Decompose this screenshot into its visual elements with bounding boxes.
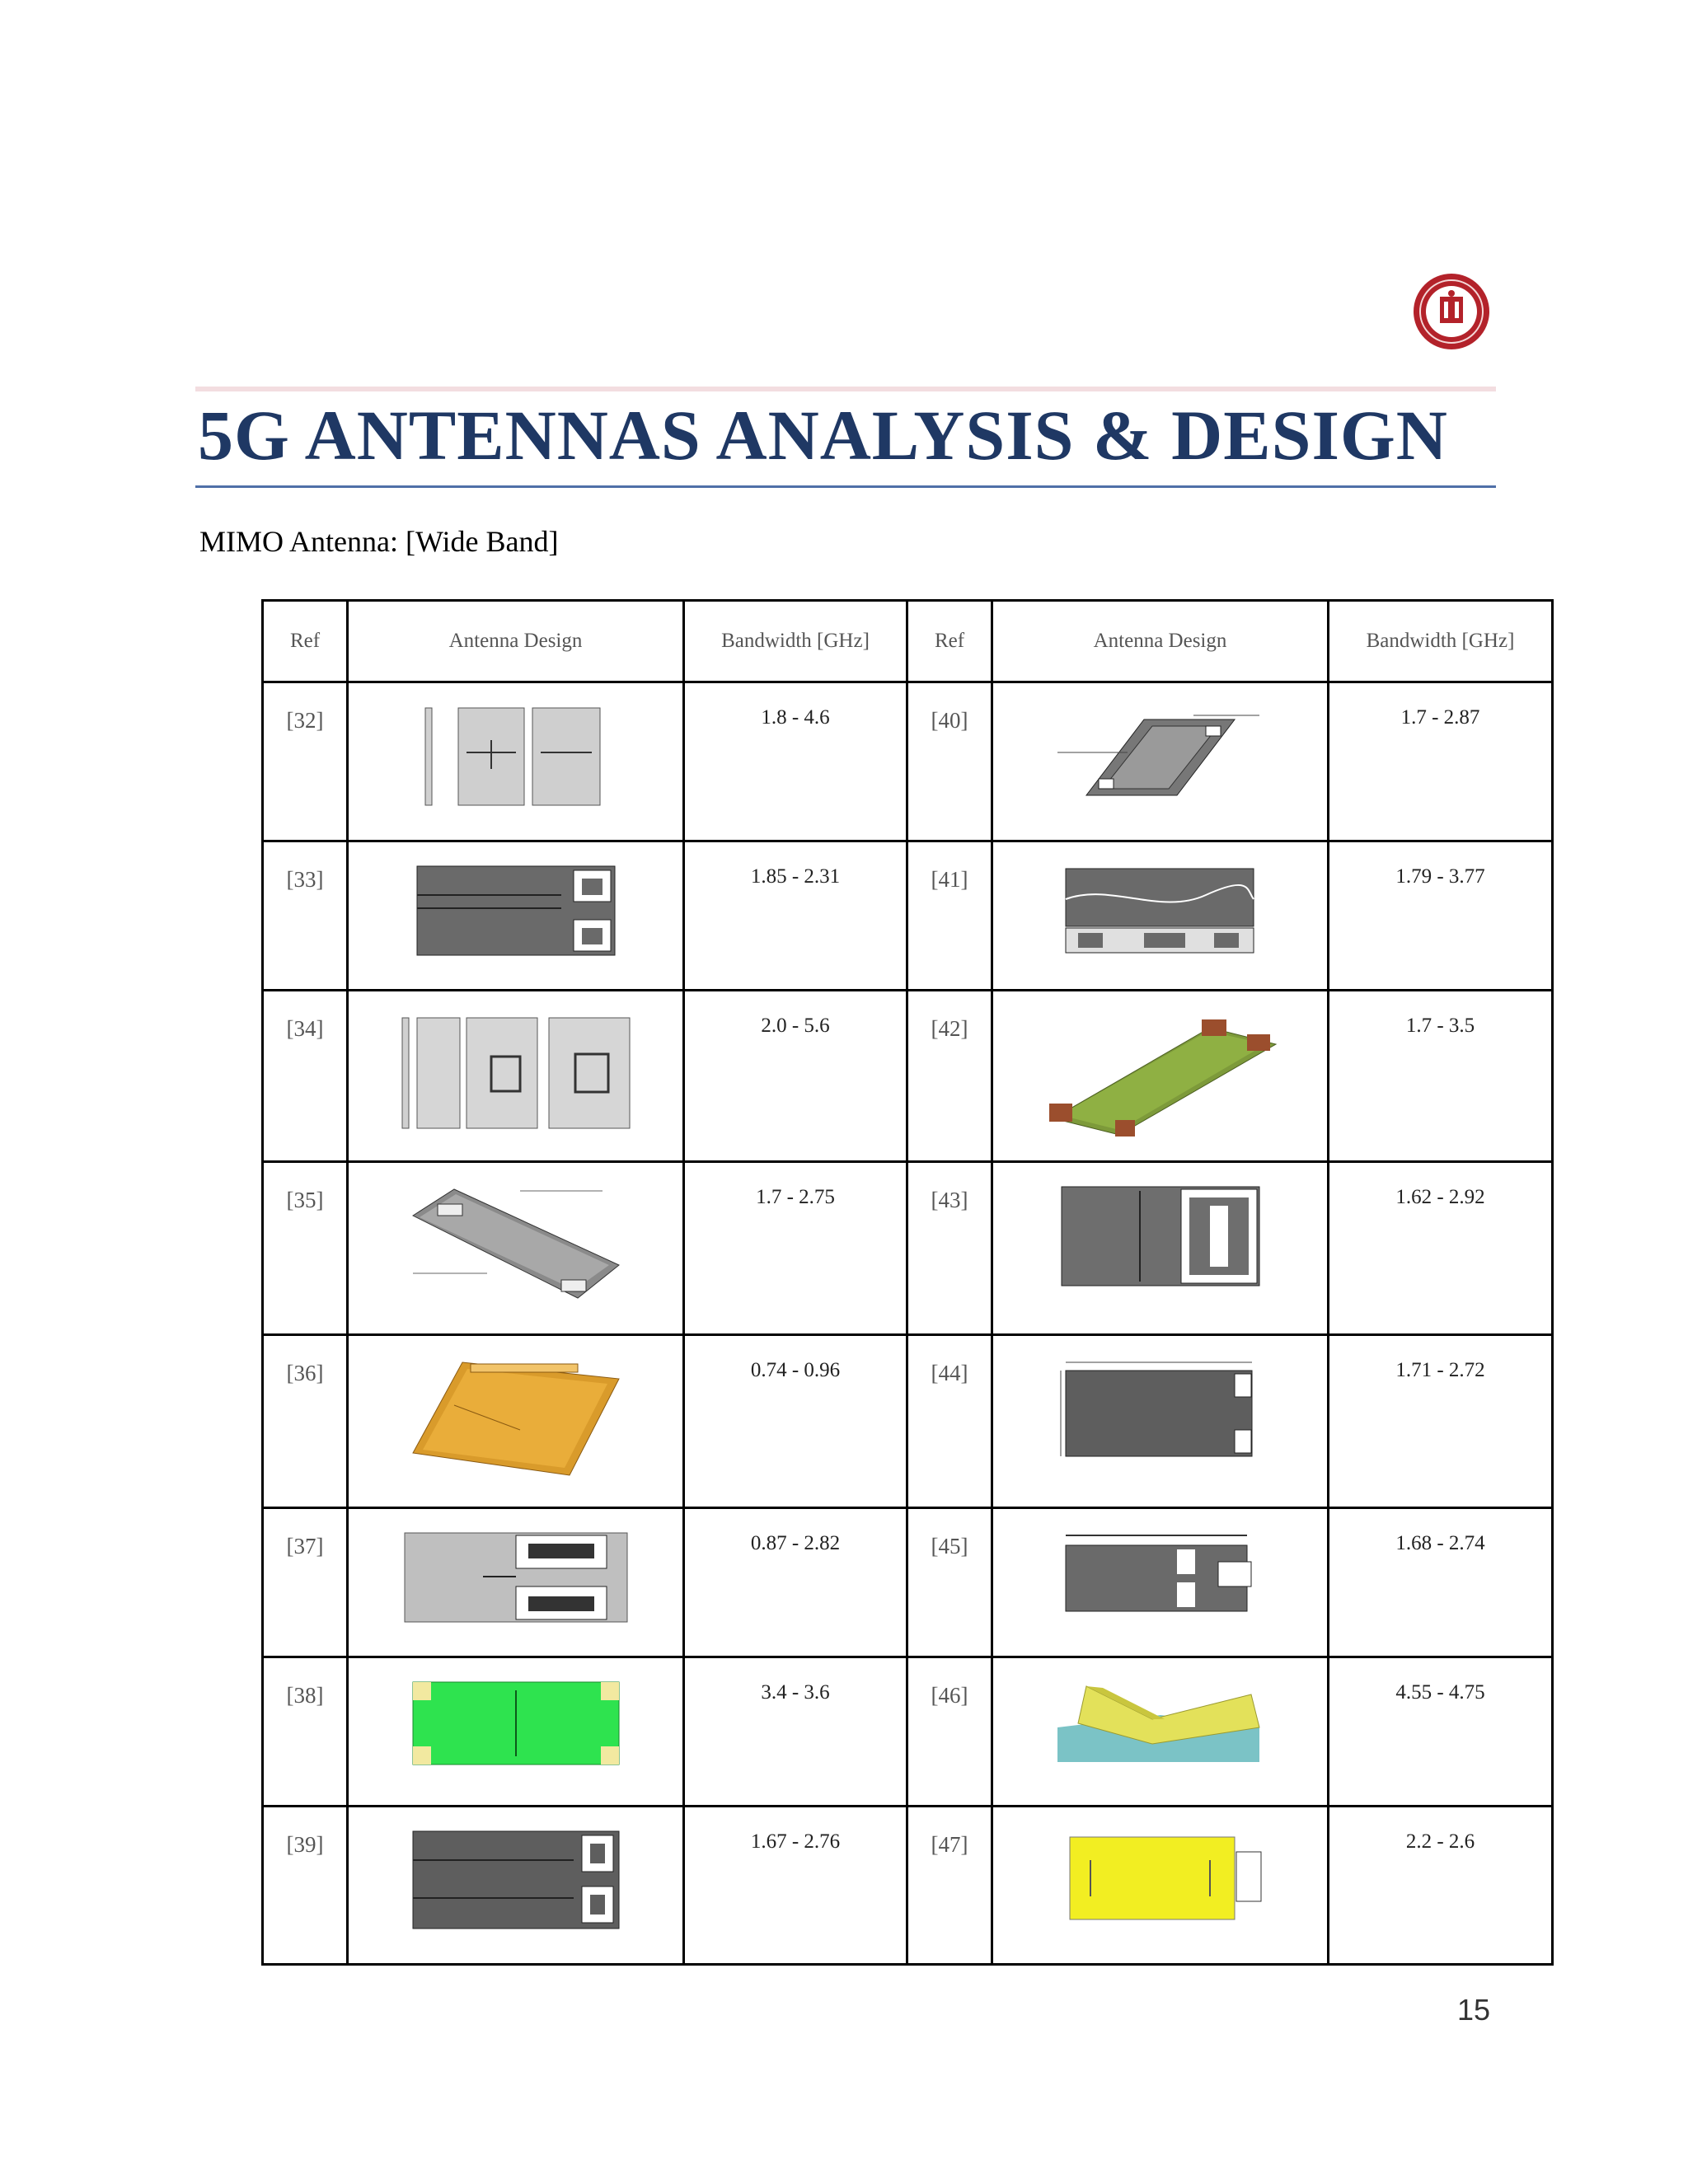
antenna-design-36-icon xyxy=(405,1356,627,1479)
antenna-design-cell xyxy=(348,1807,684,1965)
bandwidth-cell: 1.7 - 2.75 xyxy=(684,1162,907,1335)
table-row xyxy=(263,1807,1553,1965)
antenna-design-cell xyxy=(348,1657,684,1807)
table-row xyxy=(263,1162,1553,1335)
page-number: 15 xyxy=(1457,1993,1491,2027)
antenna-design-cell xyxy=(348,1335,684,1508)
antenna-design-43-icon xyxy=(1057,1183,1264,1290)
ref-cell: [41] xyxy=(907,841,992,991)
bandwidth-cell: 0.74 - 0.96 xyxy=(684,1335,907,1508)
antenna-design-cell xyxy=(992,841,1329,991)
antenna-design-cell xyxy=(992,1657,1329,1807)
table-row xyxy=(263,991,1553,1162)
bandwidth-cell: 3.4 - 3.6 xyxy=(684,1657,907,1807)
ref-cell: [36] xyxy=(263,1335,348,1508)
ref-cell: [37] xyxy=(263,1508,348,1657)
header-ref: Ref xyxy=(263,601,348,682)
antenna-design-cell xyxy=(348,841,684,991)
antenna-design-cell xyxy=(348,682,684,841)
antenna-design-cell xyxy=(348,1508,684,1657)
antenna-design-cell xyxy=(348,1162,684,1335)
bandwidth-cell: 0.87 - 2.82 xyxy=(684,1508,907,1657)
antenna-comparison-table xyxy=(261,599,1554,1966)
bandwidth-cell: 1.62 - 2.92 xyxy=(1329,1162,1553,1335)
bandwidth-cell: 1.85 - 2.31 xyxy=(684,841,907,991)
antenna-design-33-icon xyxy=(413,862,619,959)
bandwidth-cell: 4.55 - 4.75 xyxy=(1329,1657,1553,1807)
antenna-design-42-icon xyxy=(1037,1011,1284,1140)
ref-cell: [45] xyxy=(907,1508,992,1657)
bandwidth-cell: 1.8 - 4.6 xyxy=(684,682,907,841)
ref-cell: [44] xyxy=(907,1335,992,1508)
ref-cell: [47] xyxy=(907,1807,992,1965)
antenna-design-47-icon xyxy=(1053,1827,1268,1929)
antenna-design-cell xyxy=(348,991,684,1162)
antenna-design-35-icon xyxy=(405,1183,627,1306)
bandwidth-cell: 1.7 - 3.5 xyxy=(1329,991,1553,1162)
page-title: 5G ANTENNAS ANALYSIS & DESIGN xyxy=(198,396,1448,475)
ref-cell: [39] xyxy=(263,1807,348,1965)
header-top-rule xyxy=(195,387,1496,391)
header-ref: Ref xyxy=(907,601,992,682)
antenna-design-cell xyxy=(992,1807,1329,1965)
ref-cell: [38] xyxy=(263,1657,348,1807)
header-bandwidth: Bandwidth [GHz] xyxy=(684,601,907,682)
ref-cell: [40] xyxy=(907,682,992,841)
university-seal-icon xyxy=(1412,272,1491,351)
ref-cell: [43] xyxy=(907,1162,992,1335)
bandwidth-cell: 1.7 - 2.87 xyxy=(1329,682,1553,841)
antenna-design-46-icon xyxy=(1053,1678,1268,1769)
table-row xyxy=(263,1335,1553,1508)
table-row xyxy=(263,841,1553,991)
header-bandwidth: Bandwidth [GHz] xyxy=(1329,601,1553,682)
bandwidth-cell: 2.0 - 5.6 xyxy=(684,991,907,1162)
antenna-design-cell xyxy=(992,1335,1329,1508)
ref-cell: [35] xyxy=(263,1162,348,1335)
ref-cell: [46] xyxy=(907,1657,992,1807)
bandwidth-cell: 2.2 - 2.6 xyxy=(1329,1807,1553,1965)
antenna-design-44-icon xyxy=(1057,1356,1264,1463)
table-row xyxy=(263,682,1553,841)
antenna-design-40-icon xyxy=(1053,703,1268,810)
header-bottom-rule xyxy=(195,485,1496,488)
antenna-design-45-icon xyxy=(1053,1529,1268,1619)
table-row xyxy=(263,1657,1553,1807)
ref-cell: [42] xyxy=(907,991,992,1162)
header-antenna-design: Antenna Design xyxy=(992,601,1329,682)
section-subtitle: MIMO Antenna: [Wide Band] xyxy=(199,525,559,558)
table-header-row xyxy=(263,601,1553,682)
ref-cell: [34] xyxy=(263,991,348,1162)
antenna-design-39-icon xyxy=(409,1827,623,1933)
antenna-design-41-icon xyxy=(1062,862,1259,959)
antenna-design-cell xyxy=(992,1162,1329,1335)
bandwidth-cell: 1.68 - 2.74 xyxy=(1329,1508,1553,1657)
header-antenna-design: Antenna Design xyxy=(348,601,684,682)
table-row xyxy=(263,1508,1553,1657)
antenna-design-cell xyxy=(992,991,1329,1162)
bandwidth-cell: 1.71 - 2.72 xyxy=(1329,1335,1553,1508)
bandwidth-cell: 1.79 - 3.77 xyxy=(1329,841,1553,991)
ref-cell: [33] xyxy=(263,841,348,991)
antenna-design-cell xyxy=(992,1508,1329,1657)
antenna-design-37-icon xyxy=(401,1529,631,1626)
antenna-design-38-icon xyxy=(409,1678,623,1769)
antenna-design-cell xyxy=(992,682,1329,841)
antenna-design-34-icon xyxy=(392,1011,640,1133)
bandwidth-cell: 1.67 - 2.76 xyxy=(684,1807,907,1965)
ref-cell: [32] xyxy=(263,682,348,841)
antenna-design-32-icon xyxy=(417,703,615,808)
